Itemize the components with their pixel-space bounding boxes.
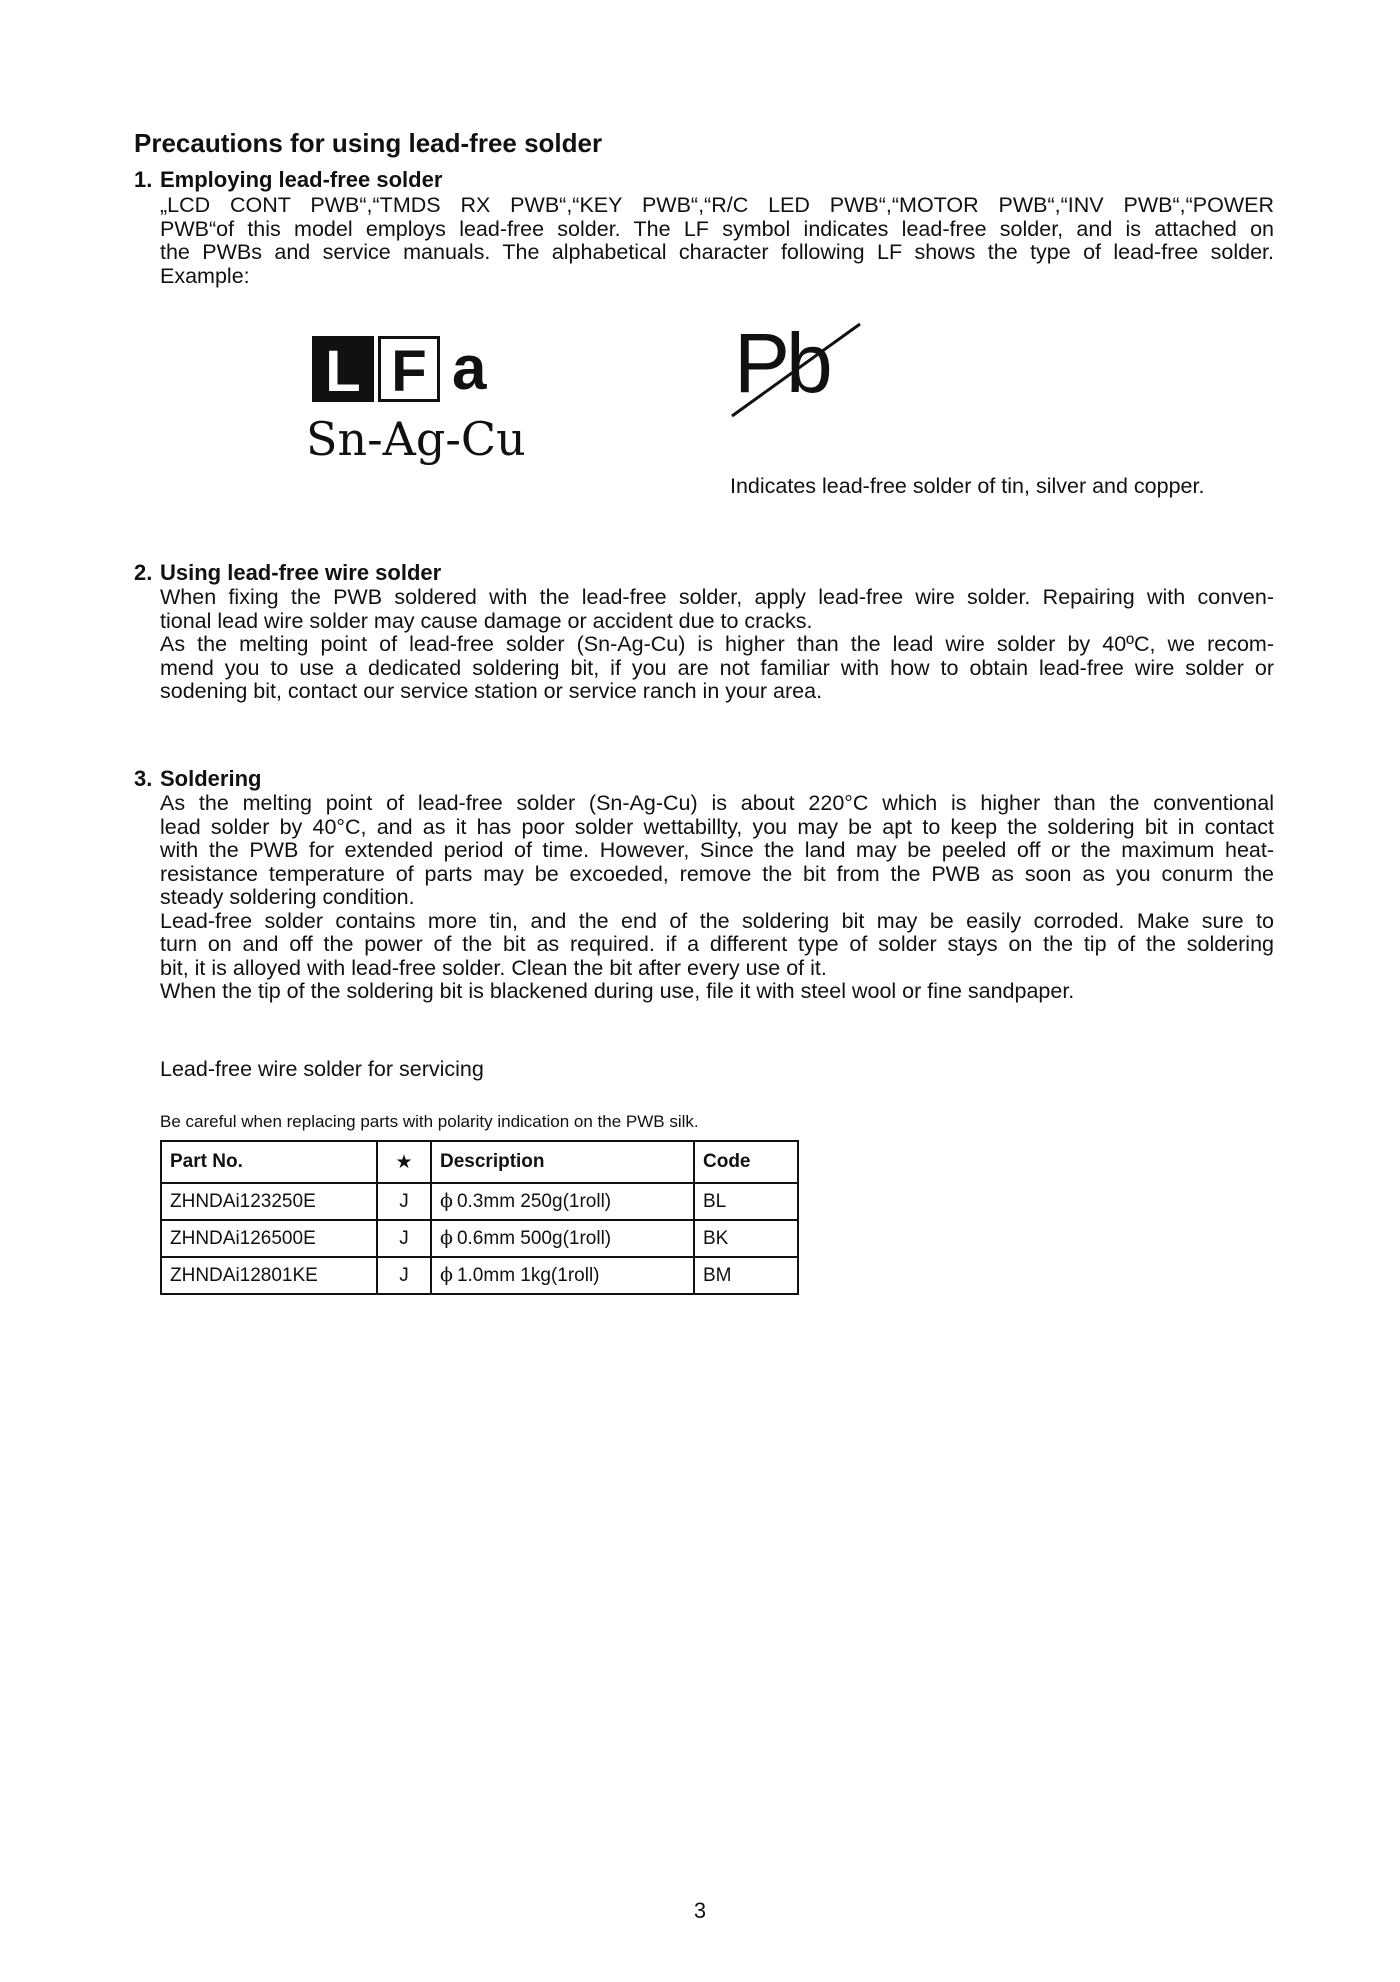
- lf-mark-f: F: [378, 336, 440, 402]
- section-1-line: PWB“of this model employs lead-free solder. The LF symbol indicates lead-free solder, and is attached on: [160, 216, 1274, 241]
- cell-code: BM: [694, 1257, 798, 1294]
- section-3-line: bit, it is alloyed with lead-free solder. Clean the bit after every use of it.: [160, 955, 827, 980]
- section-2-title: Using lead-free wire solder: [160, 560, 442, 585]
- pb-symbol-text: Pb: [734, 316, 829, 410]
- pb-caption: Indicates lead-free solder of tin, silver and copper.: [730, 474, 1205, 498]
- header-code: Code: [694, 1141, 798, 1183]
- table-row: [161, 1183, 798, 1220]
- page-title: Precautions for using lead-free solder: [134, 128, 603, 158]
- table-header-row: [161, 1141, 798, 1183]
- header-part-no: Part No.: [161, 1141, 377, 1183]
- lf-mark-l: L: [312, 336, 374, 402]
- section-1-line: Example:: [160, 263, 250, 288]
- cell-part-no: ZHNDAi126500E: [161, 1220, 377, 1257]
- section-2-line: sodening bit, contact our service station or service ranch in your area.: [160, 679, 823, 703]
- section-3-line: Lead-free solder contains more tin, and the end of the soldering bit may be easily corroded. Make sure to: [160, 908, 1274, 933]
- section-2-line: As the melting point of lead-free solder (Sn-Ag-Cu) is higher than the lead wire solder by 40ºC, we recom-: [160, 632, 1274, 656]
- table-row: [161, 1220, 798, 1257]
- header-description: Description: [431, 1141, 694, 1183]
- section-1-line: the PWBs and service manuals. The alphabetical character following LF shows the type of lead-free solder.: [160, 240, 1274, 264]
- section-3-line: with the PWB for extended period of time. However, Since the land may be peeled off or the maximum heat-: [160, 838, 1274, 862]
- section-1-heading: [134, 167, 442, 193]
- description-text: 1.0mm 1kg(1roll): [456, 1265, 600, 1286]
- table-row: [161, 1257, 798, 1294]
- section-3-heading: [134, 766, 261, 792]
- description-text: 0.3mm 250g(1roll): [456, 1191, 612, 1212]
- cell-code: BK: [694, 1220, 798, 1257]
- section-1-line: „LCD CONT PWB“,“TMDS RX PWB“,“KEY PWB“,“R/C LED PWB“,“MOTOR PWB“,“INV PWB“,“POWER: [160, 193, 1274, 217]
- section-3-line: resistance temperature of parts may be excoeded, remove the bit from the PWB as soon as you conurm the: [160, 861, 1274, 886]
- strike-line-icon: [728, 318, 868, 422]
- section-2-line: tional lead wire solder may cause damage or accident due to cracks.: [160, 608, 813, 633]
- cell-description: [431, 1220, 694, 1257]
- section-2-line: When fixing the PWB soldered with the lead-free solder, apply lead-free wire solder. Repairing with conven-: [160, 585, 1274, 609]
- servicing-title: Lead-free wire solder for servicing: [160, 1057, 484, 1081]
- section-3-line: When the tip of the soldering bit is blackened during use, file it with steel wool or fine sandpaper.: [160, 979, 1075, 1003]
- section-2-body: [160, 586, 1274, 704]
- phi-symbol: ϕ: [440, 1227, 453, 1249]
- section-3-title: Soldering: [160, 766, 262, 791]
- section-2-line: mend you to use a dedicated soldering bit, if you are not familiar with how to obtain lead-free wire solder or: [160, 655, 1274, 680]
- cell-star: J: [377, 1183, 431, 1220]
- section-1-number: 1.: [134, 167, 153, 192]
- alloy-label: Sn-Ag-Cu: [306, 412, 526, 466]
- section-3-line: steady soldering condition.: [160, 885, 415, 909]
- cell-code: BL: [694, 1183, 798, 1220]
- cell-star: J: [377, 1257, 431, 1294]
- lf-mark: [312, 336, 486, 406]
- header-star-icon: ★: [377, 1141, 431, 1183]
- section-3-line: lead solder by 40°C, and as it has poor solder wettabillty, you may be apt to keep the soldering bit in contact: [160, 814, 1274, 839]
- cell-star: J: [377, 1220, 431, 1257]
- section-1-body: [160, 194, 1274, 288]
- phi-symbol: ϕ: [440, 1190, 453, 1212]
- cell-description: [431, 1183, 694, 1220]
- cell-part-no: ZHNDAi123250E: [161, 1183, 377, 1220]
- section-3-line: turn on and off the power of the bit as required. if a different type of solder stays on the tip of the soldering: [160, 932, 1274, 956]
- description-text: 0.6mm 500g(1roll): [456, 1228, 612, 1249]
- cell-description: [431, 1257, 694, 1294]
- cell-part-no: ZHNDAi12801KE: [161, 1257, 377, 1294]
- section-2-number: 2.: [134, 560, 153, 585]
- lf-mark-suffix: a: [452, 334, 487, 403]
- page-number: 3: [693, 1898, 707, 1923]
- section-2-heading: [134, 560, 441, 586]
- phi-symbol: ϕ: [440, 1264, 453, 1286]
- section-1-title: Employing lead-free solder: [160, 167, 443, 192]
- lead-free-pb-icon: [728, 318, 868, 422]
- solder-parts-table: [160, 1140, 799, 1295]
- table-note: Be careful when replacing parts with polarity indication on the PWB silk.: [160, 1112, 699, 1131]
- section-3-line: As the melting point of lead-free solder (Sn-Ag-Cu) is about 220°C which is higher than the conventional: [160, 791, 1274, 815]
- section-3-number: 3.: [134, 766, 153, 791]
- section-3-body: [160, 792, 1274, 1004]
